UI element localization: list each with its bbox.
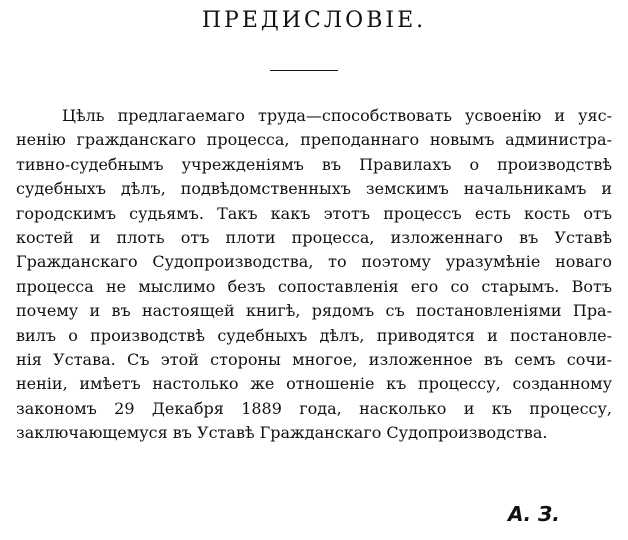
- text-line: нiя Устава. Съ этой стороны многое, изложенное въ семъ сочи-: [16, 349, 612, 369]
- page-title: ПРЕДИСЛОВIЕ.: [201, 8, 427, 33]
- text-line: тивно-судебнымъ учрежденiямъ въ Правилахъ о производствѣ: [16, 154, 612, 174]
- text-line: городскимъ судьямъ. Такъ какъ этотъ процессъ есть кость отъ: [16, 203, 612, 223]
- text-line: ненiи, имѣетъ настолько же отношенiе къ процессу, созданному: [16, 374, 612, 394]
- text-line: Цѣль предлагаемаго труда—способствовать усвоенiю и уяс-: [62, 106, 612, 125]
- text-line: закономъ 29 Декабря 1889 года, насколько и къ процессу,: [16, 398, 612, 418]
- text-line: ненiю гражданскаго процесса, преподаннаго новымъ админиcтра-: [16, 130, 612, 150]
- preface-paragraph: [16, 104, 612, 445]
- text-line: Гражданскаго Судопроизводства, то поэтому уразумѣнiе новаго: [16, 252, 612, 272]
- text-line: вилъ о производствѣ судебныхъ дѣлъ, приводятся и постановле-: [16, 325, 612, 345]
- text-line: процесса не мыслимо безъ сопоставленiя его со старымъ. Вотъ: [16, 276, 612, 296]
- text-line: судебныхъ дѣлъ, подвѣдомственныхъ земскимъ начальникамъ и: [16, 179, 612, 199]
- text-line: заключающемуся въ Уставѣ Гражданскаго Судопроизводства.: [16, 423, 548, 443]
- author-signature: А. З.: [508, 502, 560, 526]
- text-line: костей и плоть отъ плоти процесса, изложеннаго въ Уставѣ: [16, 227, 612, 247]
- text-line: почему и въ настоящей книгѣ, рядомъ съ постановленiями Пра-: [16, 301, 612, 321]
- title-divider: [270, 70, 338, 71]
